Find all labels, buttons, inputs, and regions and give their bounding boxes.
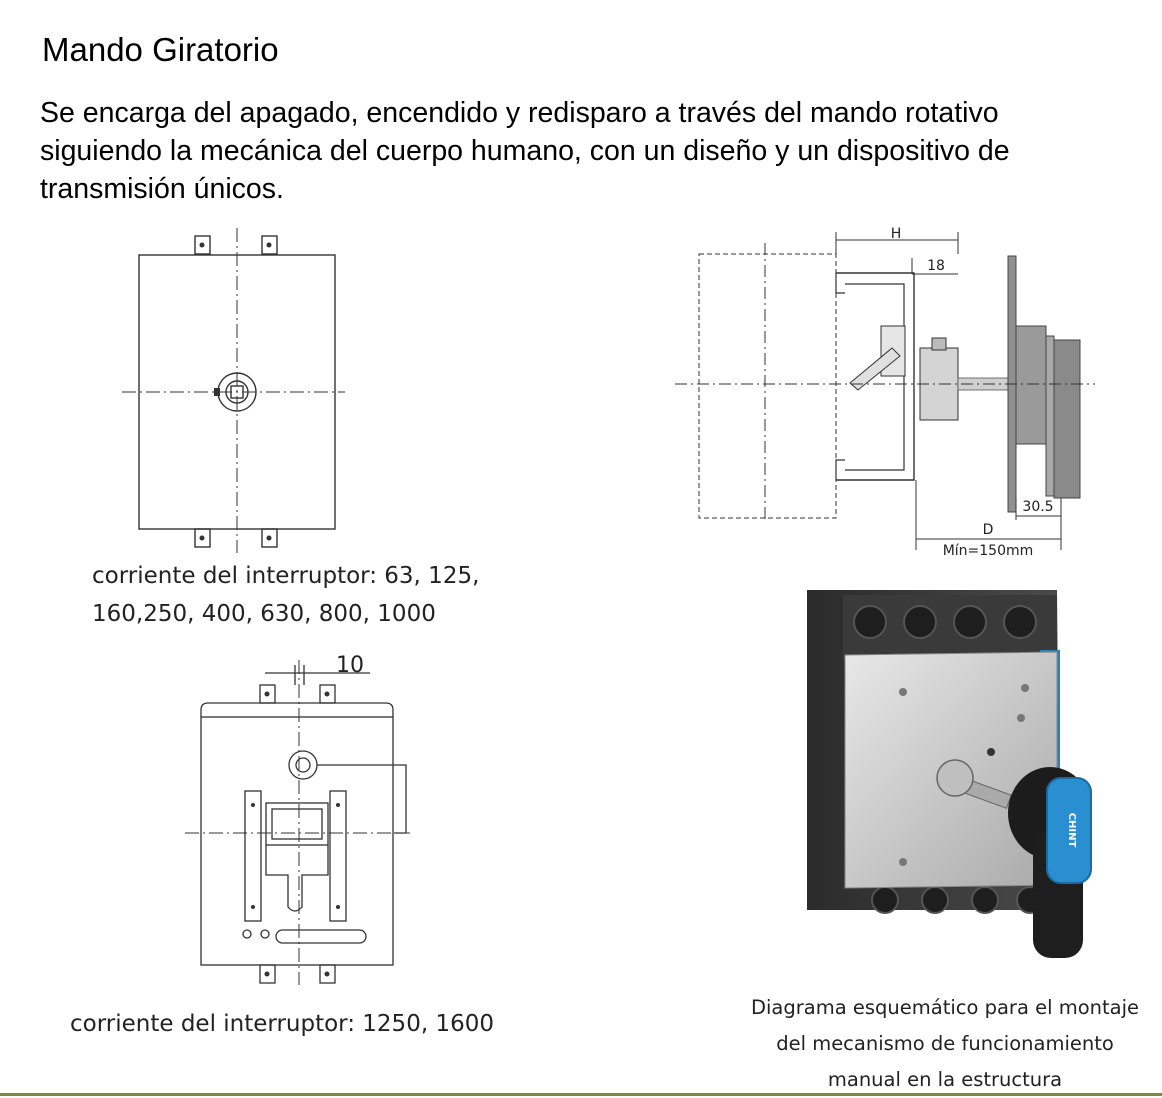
schematic-caption-line2: del mecanismo de funcionamiento — [776, 1032, 1114, 1055]
side-view-drawing — [670, 218, 1100, 563]
caption-small-line1: corriente del interruptor: 63, 125, — [92, 563, 480, 589]
dim-min-label: Mín=150mm — [942, 543, 1034, 559]
dim-18-label: 18 — [927, 258, 945, 274]
schematic-caption-line1: Diagrama esquemático para el montaje — [750, 996, 1140, 1019]
intro-paragraph: Se encarga del apagado, encendido y redisparo a través del mando rotativo siguiendo la mecánica del cuerpo humano, con un diseño y un dispositivo de transmisión únicos. — [40, 97, 1010, 205]
caption-small-breaker — [92, 557, 479, 633]
front-view-drawing-large — [180, 645, 420, 990]
bottom-divider — [0, 1093, 1162, 1096]
dim-10-label: 10 — [336, 653, 364, 678]
caption-large-breaker: corriente del interruptor: 1250, 1600 — [70, 1011, 494, 1037]
dim-30-5-label: 30.5 — [1022, 499, 1054, 515]
dim-d-label: D — [982, 522, 994, 538]
handle-brand-label: CHINT — [1066, 812, 1077, 848]
page-title: Mando Giratorio — [42, 31, 279, 68]
caption-small-line2: 160,250, 400, 630, 800, 1000 — [92, 601, 436, 627]
rotary-handle-photo — [795, 580, 1105, 965]
front-view-drawing-small — [110, 228, 360, 553]
schematic-caption — [735, 990, 1155, 1098]
dim-h-label: H — [890, 226, 902, 242]
schematic-caption-line3: manual en la estructura — [827, 1068, 1063, 1091]
